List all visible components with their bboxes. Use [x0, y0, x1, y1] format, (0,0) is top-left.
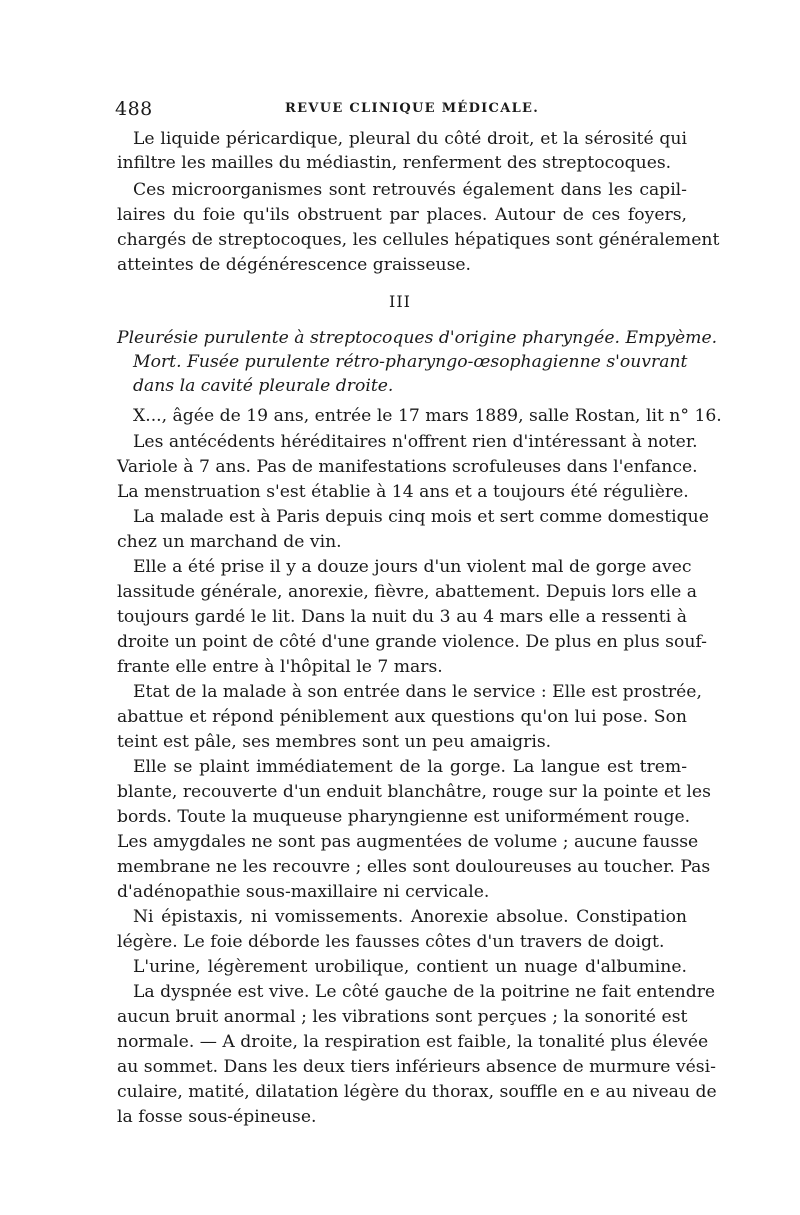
text-line: teint est pâle, ses membres sont un peu amaigris. — [117, 732, 552, 752]
text-line: la fosse sous-épineuse. — [117, 1107, 317, 1127]
text-line: laires du foie qu'ils obstruent par places. Autour de ces foyers, — [117, 205, 687, 225]
text-line: La menstruation s'est établie à 14 ans et a toujours été régulière. — [117, 482, 689, 502]
section-number: III — [389, 292, 411, 311]
text-line: frante elle entre à l'hôpital le 7 mars. — [117, 657, 443, 677]
text-line: Elle se plaint immédiatement de la gorge. La langue est trem- — [133, 757, 687, 777]
case-title-line: dans la cavité pleurale droite. — [133, 376, 394, 396]
text-line: Variole à 7 ans. Pas de manifestations scrofuleuses dans l'enfance. — [117, 457, 698, 477]
text-line: au sommet. Dans les deux tiers inférieurs absence de murmure vési- — [117, 1057, 716, 1077]
text-line: infiltre les mailles du médiastin, renferment des streptocoques. — [117, 153, 672, 173]
text-line: Les amygdales ne sont pas augmentées de volume ; aucune fausse — [117, 832, 699, 852]
text-line: Les antécédents héréditaires n'offrent rien d'intéressant à noter. — [133, 432, 698, 452]
text-line: chez un marchand de vin. — [117, 532, 342, 552]
text-line: normale. — A droite, la respiration est faible, la tonalité plus élevée — [117, 1032, 709, 1052]
text-line: L'urine, légèrement urobilique, contient un nuage d'albumine. — [133, 957, 687, 977]
text-line: La malade est à Paris depuis cinq mois et sert comme domestique — [133, 507, 709, 527]
text-line: abattue et répond péniblement aux questions qu'on lui pose. Son — [117, 707, 687, 727]
text-line: culaire, matité, dilatation légère du thorax, souffle en e au niveau de — [117, 1082, 717, 1102]
text-line: d'adénopathie sous-maxillaire ni cervicale. — [117, 882, 490, 902]
text-line: chargés de streptocoques, les cellules hépatiques sont généralement — [117, 230, 720, 250]
text-line: membrane ne les recouvre ; elles sont douloureuses au toucher. Pas — [117, 857, 711, 877]
text-line: X..., âgée de 19 ans, entrée le 17 mars 1889, salle Rostan, lit n° 16. — [133, 406, 722, 426]
case-title-line: Mort. Fusée purulente rétro-pharyngo-œsophagienne s'ouvrant — [133, 352, 688, 372]
text-line: toujours gardé le lit. Dans la nuit du 3 au 4 mars elle a ressenti à — [117, 607, 687, 627]
text-line: Ni épistaxis, ni vomissements. Anorexie absolue. Constipation — [133, 907, 687, 927]
page-header — [115, 98, 690, 124]
text-line: bords. Toute la muqueuse pharyngienne est uniformément rouge. — [117, 807, 691, 827]
text-line: atteintes de dégénérescence graisseuse. — [117, 255, 472, 275]
text-line: lassitude générale, anorexie, fièvre, abattement. Depuis lors elle a — [117, 582, 698, 602]
text-line: droite un point de côté d'une grande violence. De plus en plus souf- — [117, 632, 707, 652]
text-line: aucun bruit anormal ; les vibrations sont perçues ; la sonorité est — [117, 1007, 688, 1027]
running-title: REVUE CLINIQUE MÉDICALE. — [285, 101, 540, 116]
text-line: Ces microorganismes sont retrouvés également dans les capil- — [133, 180, 687, 200]
case-title-line: Pleurésie purulente à streptocoques d'origine pharyngée. Empyème. — [117, 328, 718, 348]
text-line: Elle a été prise il y a douze jours d'un violent mal de gorge avec — [133, 557, 692, 577]
text-line: Le liquide péricardique, pleural du côté droit, et la sérosité qui — [133, 129, 687, 149]
text-line: blante, recouverte d'un enduit blanchâtre, rouge sur la pointe et les — [117, 782, 711, 802]
page-number: 488 — [115, 98, 153, 120]
text-line: La dyspnée est vive. Le côté gauche de la poitrine ne fait entendre — [133, 982, 716, 1002]
text-line: Etat de la malade à son entrée dans le service : Elle est prostrée, — [133, 682, 702, 702]
text-line: légère. Le foie déborde les fausses côtes d'un travers de doigt. — [117, 932, 665, 952]
